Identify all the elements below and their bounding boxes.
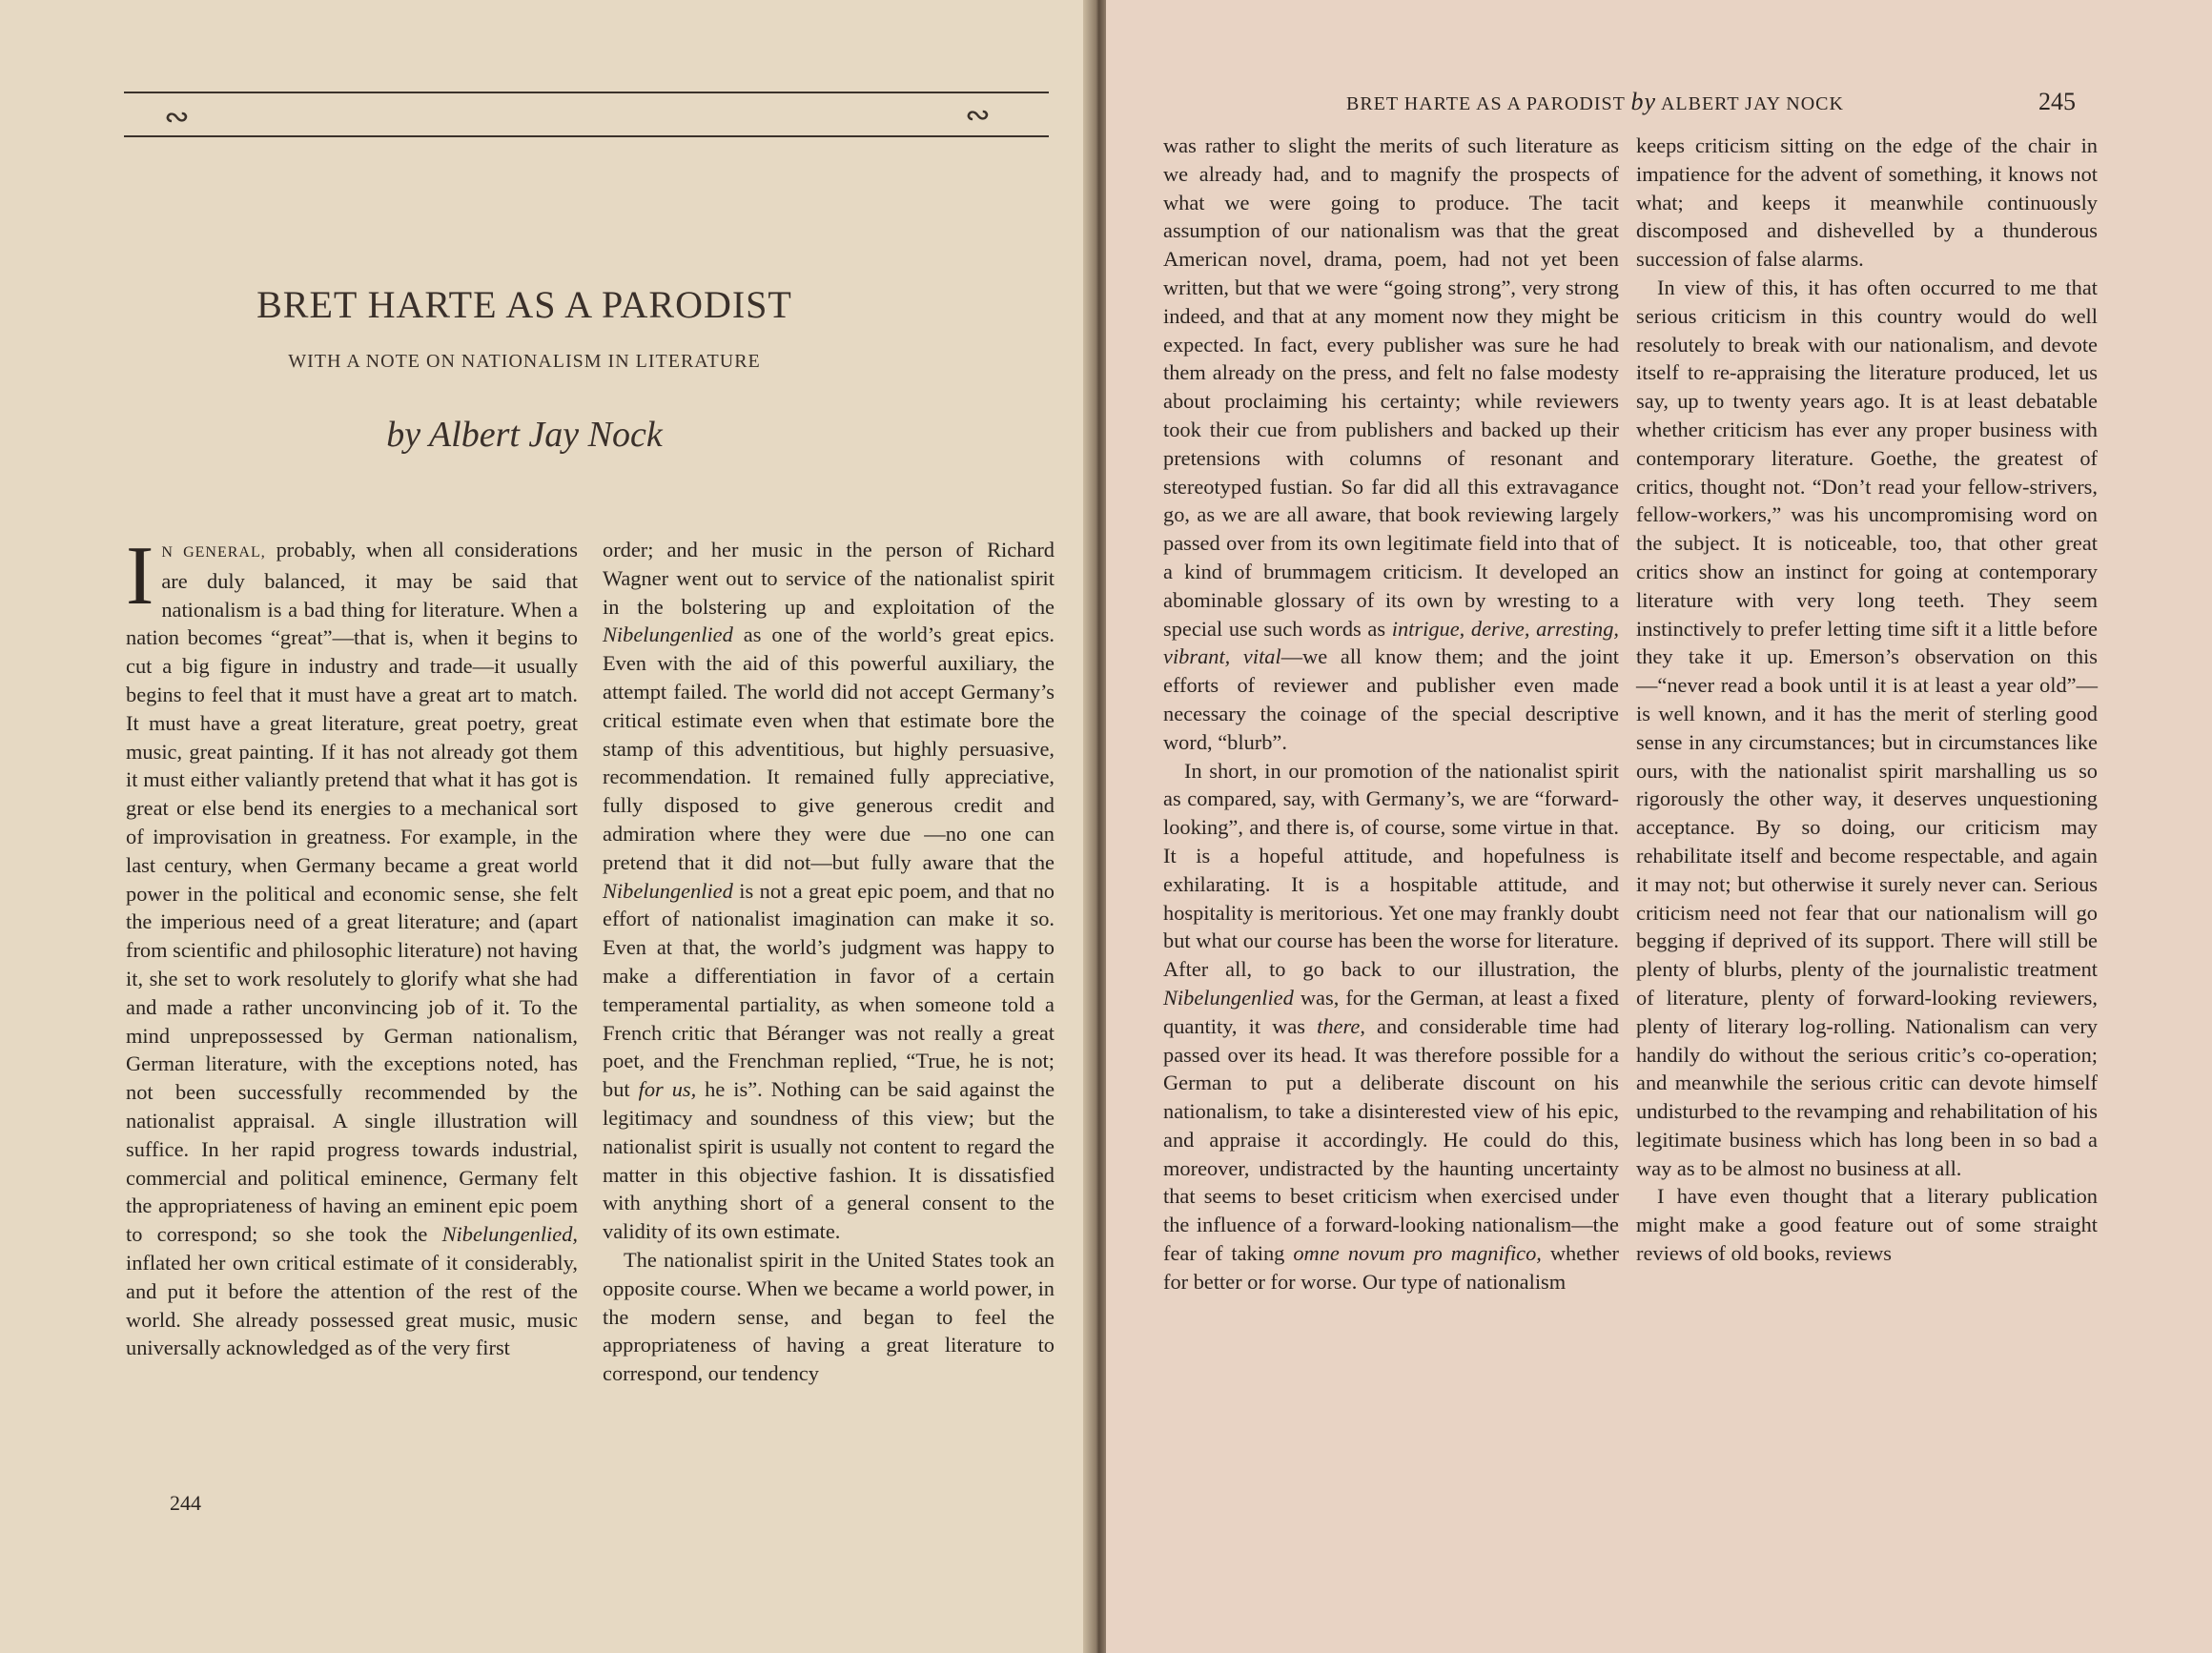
right-page [1106,0,2212,1653]
drop-cap: I [126,530,154,622]
running-head-title: BRET HARTE AS A PARODIST [1346,93,1626,114]
running-head-by: by [1630,88,1657,115]
header-rule-top [124,92,1049,93]
header-rule-bottom [124,135,1049,137]
running-head [1346,88,1844,116]
body-column-4: keeps criticism sitting on the edge of the chair in impatience for the advent of something, it knows not what; and keeps it meanwhile continuously discomposed and dishevelled by a thunderous succession of false alarms. In view of this, it has often occurred to me that serious criticism in this country would do well resolutely to break with our nationalism, and devote itself to re-appraising the literature produced, let us say, up to twenty years ago. It is at least debatable whether criticism has ever any proper business with contemporary literature. Goethe, the greatest of critics, thought not. “Don’t read your fellow-strivers, fellow-workers,” was his uncompromising word on the subject. It is noticeable, too, that other great critics show an instinct for going at contemporary literature with very long teeth. They seem instinctively to prefer letting time sift it a little before they take it up. Emerson’s observation on this—“never read a book until it is at least a year old”—is well known, and it has the merit of sterling good sense in any circumstances; but in circumstances like ours, with the nationalist spirit marshalling us so rigorously the other way, it deserves unquestioning acceptance. By so doing, our criticism may rehabilitate itself and become respectable, and again it may not; but otherwise it surely never can. Serious criticism need not fear that our nationalism will go begging if deprived of its support. There will still be plenty of blurbs, plenty of the journalistic treatment of literature, plenty of forward-looking reviewers, plenty of literary log-rolling. Nationalism can very handily do without the serious critic’s co-operation; and meanwhile the serious critic can devote himself undisturbed to the revamping and rehabilitation of his legitimate business which has long been in so bad a way as to be almost no business at all. I have even thought that a literary publication might make a good feature out of some straight reviews of old books, reviews [1636,133,2098,1266]
body-column-3: was rather to slight the merits of such literature as we already had, and to magnify the prospects of what we were going to produce. The tacit assumption of our nationalism was that the great American novel, drama, poem, had not yet been written, but that we were “going strong”, very strong indeed, and that at any moment now they might be expected. In fact, every publisher was sure he had them already on the press, and felt no false modesty about proclaiming his certainty; while reviewers took their cue from publishers and backed up their pretensions with columns of resonant and stereotyped fustian. So far did all this extravagance go, as we are all aware, that book reviewing largely passed over from its own legitimate field into that of a kind of brummagem criticism. It developed an abominable glossary of its own by wresting to a special use such words as intrigue, derive, arresting, vibrant, vital—we all know them; and the joint efforts of reviewer and publisher even made necessary the coinage of the special descriptive word, “blurb”. In short, in our promotion of the nationalist spirit as compared, say, with Germany’s, we are “forward-looking”, and there is, of course, some virtue in that. It is a hopeful attitude, and hopefulness is exhilarating. It is a hospitable attitude, and hospitality is meritorious. Yet one may frankly doubt but what our course has been the worse for literature. After all, to go back to our illustration, the Nibelungenlied was, for the German, at least a fixed quantity, it was there, and considerable time had passed over its head. It was therefore possible for a German to put a deliberate discount on his nationalism, to take a disinterested view of his epic, and appraise it accordingly. He could do this, moreover, undistracted by the haunting uncertainty that seems to beset criticism when exercised under the influence of a forward-looking nationalism—the fear of taking omne novum pro magnifico, whether for better or for worse. Our type of nationalism [1163,133,1620,1294]
body-column-2: order; and her music in the person of Richard Wagner went out to service of the nationalist spirit in the bolstering up and exploitation of the Nibelungenlied as one of the world’s great epics. Even with the aid of this powerful auxiliary, the attempt failed. The world did not accept Germany’s critical estimate even when that estimate bore the stamp of this adventitious, but highly persuasive, recommendation. It remained fully appreciative, fully disposed to give generous credit and admiration where they were due —no one can pretend that it did not—but fully aware that the Nibelungenlied is not a great epic poem, and that no effort of nationalist imagination can make it so. Even at that, the world’s judgment was happy to make a differentiation in favor of a certain temperamental partiality, as when someone told a French critic that Béranger was not really a great poet, and the Frenchman replied, “True, he is not; but for us, he is”. Nothing can be said against the legitimacy and soundness of this view; but the nationalist spirit is usually not content to regard the matter in this objective fashion. It is dissatisfied with anything short of a general consent to the validity of its own estimate. The nationalist spirit in the United States took an opposite course. When we became a world power, in the modern sense, and began to feel the appropriateness of having a great literature to correspond, our tendency [603,538,1055,1386]
article-subtitle: WITH A NOTE ON NATIONALISM IN LITERATURE [288,351,761,372]
body-column-1: I N GENERAL, probably, when all considerations are duly balanced, it may be said that nationalism is a bad thing for literature. When a nation becomes “great”—that is, when it begins to cut a big figure in industry and trade—it usually begins to feel that it must have a great art to match. It must have a great literature, great poetry, great music, great painting. If it has not already got them it must either valiantly pretend that what it has got is great or else bend its energies to a mechanical sort of improvisation in greatness. For example, in the last century, when Germany became a great world power in the political and economic sense, she felt the imperious need of a great literature; and (apart from scientific and philosophic literature) not having it, she set to work resolutely to glorify what she had and made a rather unconvincing job of it. To the mind unprepossessed by German nationalism, German literature, with the exceptions noted, has not been successfully recommended by the nationalist appraisal. A single illustration will suffice. In her rapid progress towards industrial, commercial and political eminence, Germany felt the appropriateness of having an eminent epic poem to correspond; so she took the Nibelungenlied, inflated her own critical estimate of it considerably, and put it before the attention of the rest of the world. She already possessed great music, music universally acknowledged as of the very first [126,530,578,1360]
article-byline: by Albert Jay Nock [386,415,663,455]
page-number: 244 [170,1491,201,1515]
running-head-author: ALBERT JAY NOCK [1660,93,1844,114]
ornament-left-icon: ∾ [164,99,190,133]
article-title: BRET HARTE AS A PARODIST [256,283,792,326]
page-number: 245 [2038,88,2076,115]
ornament-right-icon: ∾ [965,97,991,132]
left-page [0,0,1095,1653]
